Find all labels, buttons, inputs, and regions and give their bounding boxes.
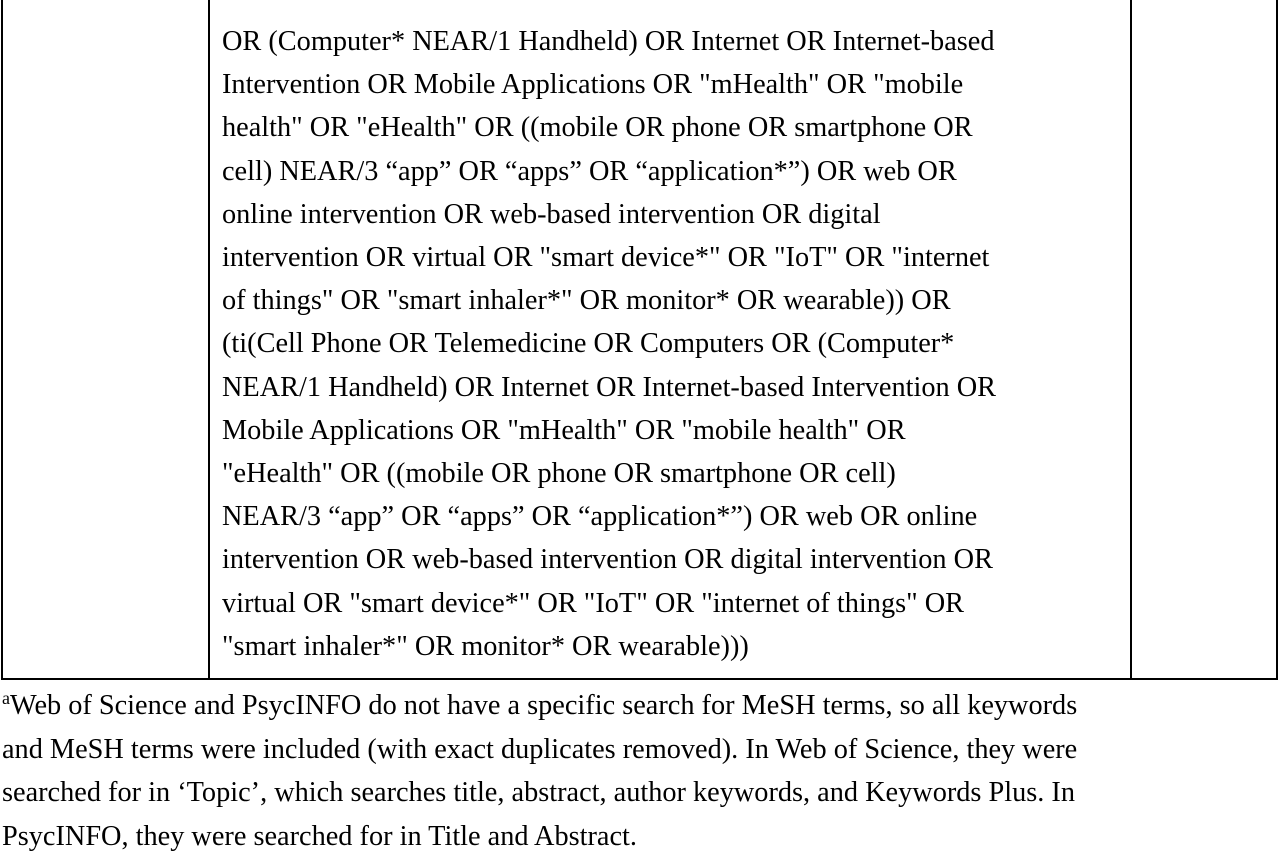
query-line: intervention OR virtual OR "smart device*" OR "IoT" OR "internet bbox=[222, 236, 1122, 279]
query-line: "smart inhaler*" OR monitor* OR wearable))) bbox=[222, 625, 1122, 668]
query-line: OR (Computer* NEAR/1 Handheld) OR Internet OR Internet-based bbox=[222, 20, 1122, 63]
query-line: Mobile Applications OR "mHealth" OR "mobile health" OR bbox=[222, 409, 1122, 452]
footnote-line: and MeSH terms were included (with exact duplicates removed). In Web of Science, they were bbox=[2, 728, 1278, 772]
footnote-text: Web of Science and PsycINFO do not have a specific search for MeSH terms, so all keywords bbox=[10, 690, 1077, 721]
table-cell-search-query bbox=[210, 0, 1132, 678]
table-cell-database bbox=[3, 0, 210, 678]
query-line: "eHealth" OR ((mobile OR phone OR smartphone OR cell) bbox=[222, 452, 1122, 495]
footnote-line bbox=[2, 684, 1278, 728]
query-line: virtual OR "smart device*" OR "IoT" OR "internet of things" OR bbox=[222, 582, 1122, 625]
query-line: NEAR/3 “app” OR “apps” OR “application*”) OR web OR online bbox=[222, 495, 1122, 538]
query-line: online intervention OR web-based intervention OR digital bbox=[222, 193, 1122, 236]
table-footnote bbox=[2, 684, 1278, 858]
query-line: of things" OR "smart inhaler*" OR monitor* OR wearable)) OR bbox=[222, 279, 1122, 322]
query-line: cell) NEAR/3 “app” OR “apps” OR “application*”) OR web OR bbox=[222, 150, 1122, 193]
query-line: health" OR "eHealth" OR ((mobile OR phone OR smartphone OR bbox=[222, 106, 1122, 149]
query-line: intervention OR web-based intervention OR digital intervention OR bbox=[222, 538, 1122, 581]
search-strategy-table bbox=[1, 0, 1278, 680]
footnote-line: PsycINFO, they were searched for in Title and Abstract. bbox=[2, 815, 1278, 858]
search-query-text bbox=[222, 20, 1122, 668]
query-line: Intervention OR Mobile Applications OR "mHealth" OR "mobile bbox=[222, 63, 1122, 106]
footnote-line: searched for in ‘Topic’, which searches title, abstract, author keywords, and Keywords Plus. In bbox=[2, 771, 1278, 815]
footnote-marker: a bbox=[2, 688, 10, 708]
query-line: NEAR/1 Handheld) OR Internet OR Internet-based Intervention OR bbox=[222, 366, 1122, 409]
query-line: (ti(Cell Phone OR Telemedicine OR Computers OR (Computer* bbox=[222, 322, 1122, 365]
table-cell-results bbox=[1132, 0, 1276, 678]
